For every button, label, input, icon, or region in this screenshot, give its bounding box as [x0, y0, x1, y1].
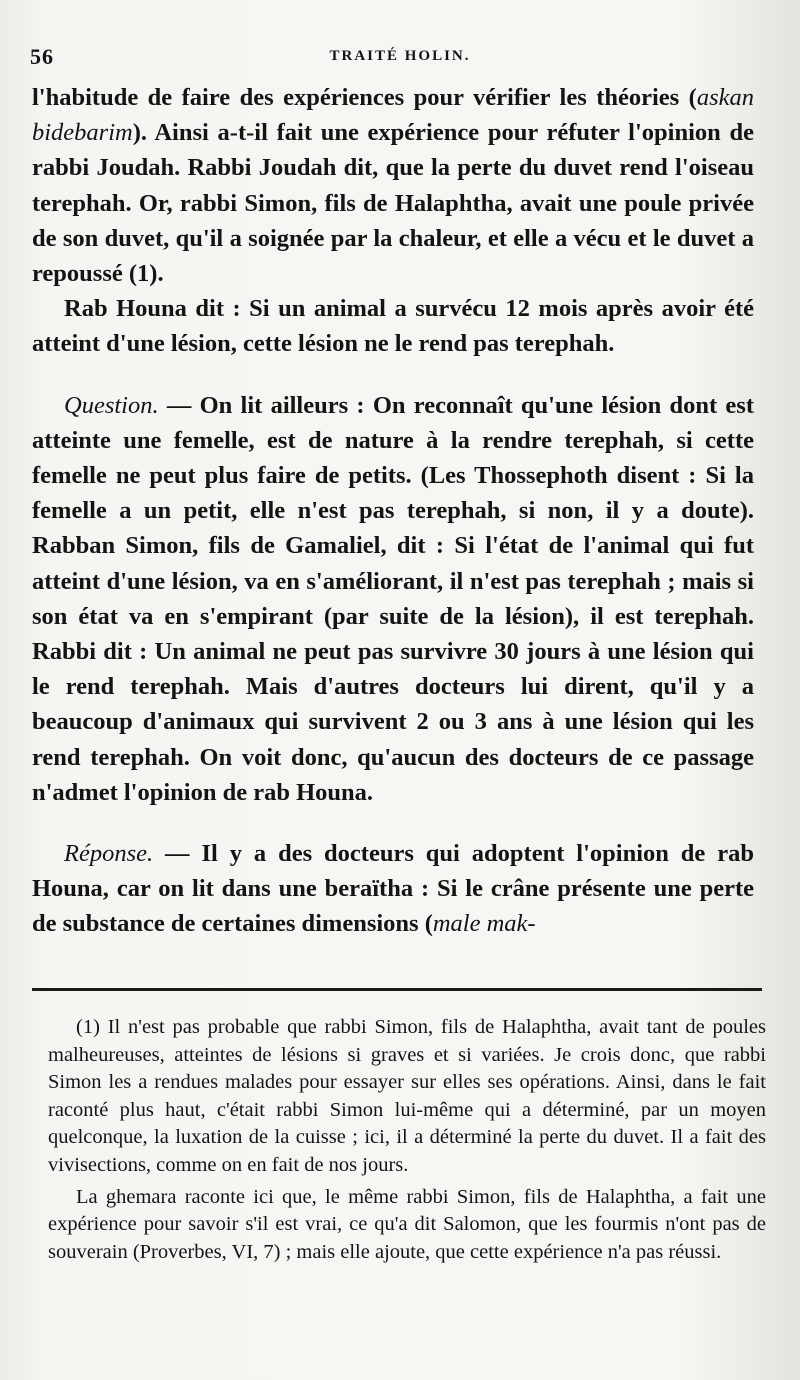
answer-label: Réponse. [64, 840, 154, 868]
footnote-continuation: La ghemara raconte ici que, le même rabbi Simon, fils de Halaphtha, a fait une expérience pour savoir s'il est vrai, ce qu'a dit Salomon, que les fourmis n'ont pas de souverain (Proverbes, VI, 7) ; mais elle ajoute, que cette expérience n'a pas réussi. [48, 1185, 766, 1263]
paragraph-question [32, 388, 754, 810]
hebrew-term: male mak- [432, 910, 536, 938]
page-number: 56 [30, 44, 54, 69]
paragraph-text: — Il y a des docteurs qui adoptent l'opinion de rab Houna, car on lit dans une beraïtha : Si le crâne présente une perte de substance de certaines dimensions ( [32, 840, 754, 938]
page-header [30, 44, 770, 74]
footnote-divider [32, 988, 762, 991]
paragraph-rab-houna: Rab Houna dit : Si un animal a survécu 12 mois après avoir été atteint d'une lésion, cette lésion ne le rend pas terephah. [32, 295, 754, 358]
running-title: TRAITÉ HOLIN. [329, 48, 471, 64]
paragraph-continuation [32, 80, 754, 291]
question-label: Question. [64, 391, 159, 419]
paragraph-text: ). Ainsi a-t-il fait une expérience pour réfuter l'opinion de rabbi Joudah. Rabbi Joudah dit, que la perte du duvet rend l'oiseau terephah. Or, rabbi Simon, fils de Halaphtha, avait une poule privée de son duvet, qu'il a soignée par la chaleur, et elle a vécu et le duvet a repoussé (1). [32, 119, 754, 288]
footnote-1: (1) Il n'est pas probable que rabbi Simon, fils de Halaphtha, avait tant de poules malheureuses, atteintes de lésions si graves et si variées. Je crois donc, que rabbi Simon les a rendues malades pour essayer sur elles ses opérations. Ainsi, dans le fait raconté plus haut, c'était rabbi Simon lui-même qui a déterminé, par un moyen quelconque, la luxation de la cuisse ; ici, il a déterminé la perte du duvet. Il a fait des vivisections, comme on en fait de nos jours. [48, 1016, 766, 1176]
hebrew-term: askan bidebarim [32, 84, 754, 147]
paragraph-answer [32, 836, 754, 942]
main-text [32, 80, 754, 942]
footnotes [48, 1014, 766, 1266]
paragraph-text: l'habitude de faire des expériences pour vérifier les théories ( [32, 84, 697, 111]
paragraph-text: — On lit ailleurs : On reconnaît qu'une lésion dont est atteinte une femelle, est de nature à la rendre terephah, si cette femelle ne peut plus faire de petits. (Les Thossephoth disent : Si la femelle a un petit, elle n'est pas terephah, si non, il y a doute). Rabban Simon, fils de Gamaliel, dit : Si l'état de l'animal qui fut atteint d'une lésion, va en s'améliorant, il n'est pas terephah ; mais si son état va en s'empirant (par suite de la lésion), il est terephah. Rabbi dit : Un animal ne peut pas survivre 30 jours à une lésion qui le rend terephah. Mais d'autres docteurs lui dirent, qu'il y a beaucoup d'animaux qui survivent 2 ou 3 ans à une lésion qui les rend terephah. On voit donc, qu'aucun des docteurs de ce passage n'admet l'opinion de rab Houna. [32, 391, 754, 806]
